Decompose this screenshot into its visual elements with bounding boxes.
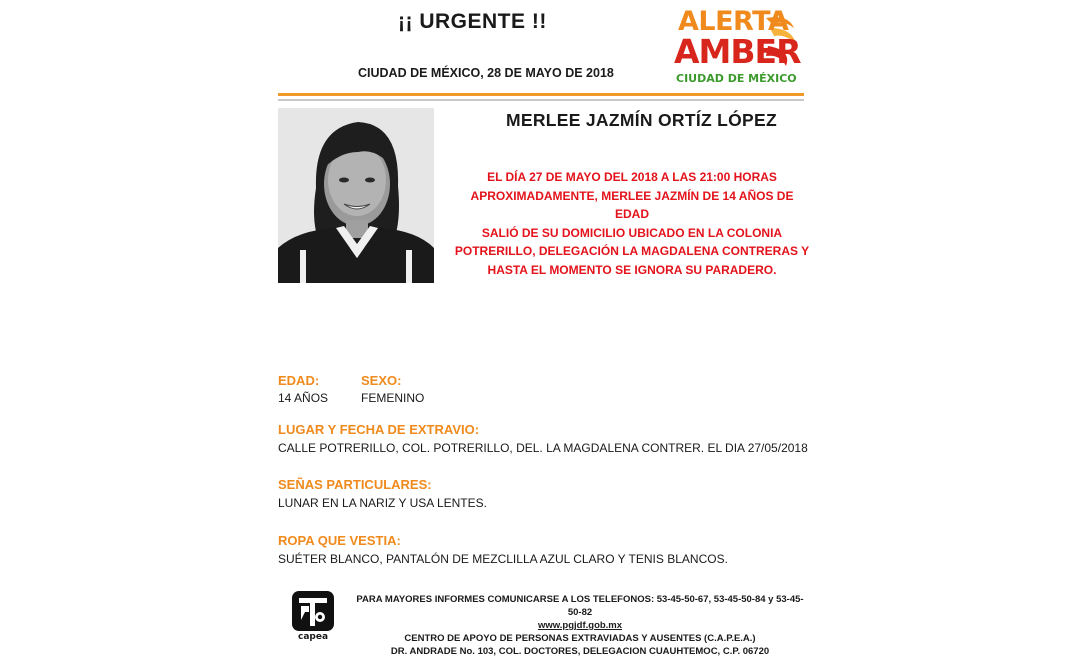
alerta-amber-logo xyxy=(668,6,808,88)
urgent-heading: ¡¡ URGENTE !! xyxy=(398,10,547,33)
logo-alerta-text: ALERTA xyxy=(678,6,789,37)
city-date: CIUDAD DE MÉXICO, 28 DE MAYO DE 2018 xyxy=(358,66,614,80)
logo-city-text: CIUDAD DE MÉXICO xyxy=(676,72,797,85)
person-name: MERLEE JAZMÍN ORTÍZ LÓPEZ xyxy=(506,110,777,130)
description-line: EL DÍA 27 DE MAYO DEL 2018 A LAS 21:00 HORAS xyxy=(487,170,777,184)
distinguishing-marks-label: SEÑAS PARTICULARES: xyxy=(278,477,432,492)
sex-value: FEMENINO xyxy=(361,391,425,405)
capea-logo xyxy=(291,590,335,644)
description-line: SALIÓ DE SU DOMICILIO UBICADO EN LA COLONIA xyxy=(481,225,783,240)
distinguishing-marks-value: LUNAR EN LA NARIZ Y USA LENTES. xyxy=(278,496,487,510)
footer-phones: PARA MAYORES INFORMES COMUNICARSE A LOS TELEFONOS: 53-45-50-67, 53-45-50-84 y 53-45-50-82 xyxy=(356,594,804,618)
capea-logo-text: capea xyxy=(297,632,329,642)
footer-website-link[interactable]: www.pgjdf.gob.mx xyxy=(537,620,623,631)
logo-amber-text: AMBER xyxy=(674,32,801,71)
place-date-value: CALLE POTRERILLO, COL. POTRERILLO, DEL. LA MAGDALENA CONTRER. EL DIA 27/05/2018 xyxy=(278,441,808,455)
header-divider-gray xyxy=(278,99,804,101)
description-line: POTRERILLO, DELEGACIÓN LA MAGDALENA CONTRERAS Y xyxy=(454,244,810,258)
header-divider-orange xyxy=(278,93,804,96)
footer-center-name: CENTRO DE APOYO DE PERSONAS EXTRAVIADAS Y AUSENTES (C.A.P.E.A.) xyxy=(404,633,756,644)
sex-label: SEXO: xyxy=(361,373,402,388)
age-value: 14 AÑOS xyxy=(278,391,329,405)
footer-address: DR. ANDRADE No. 103, COL. DOCTORES, DELEGACION CUAUHTEMOC, C.P. 06720 xyxy=(390,646,770,657)
place-date-label: LUGAR Y FECHA DE EXTRAVIO: xyxy=(278,422,480,437)
contact-footer xyxy=(356,593,804,658)
age-label: EDAD: xyxy=(278,373,320,388)
description-line: HASTA EL MOMENTO SE IGNORA SU PARADERO. xyxy=(487,262,777,277)
clothing-value: SUÉTER BLANCO, PANTALÓN DE MEZCLILLA AZUL CLARO Y TENIS BLANCOS. xyxy=(278,552,728,566)
missing-person-photo xyxy=(278,108,434,283)
disappearance-description xyxy=(452,168,812,279)
description-line: APROXIMADAMENTE, MERLEE JAZMÍN DE 14 AÑOS DE EDAD xyxy=(470,188,794,221)
clothing-label: ROPA QUE VESTIA: xyxy=(278,533,401,548)
